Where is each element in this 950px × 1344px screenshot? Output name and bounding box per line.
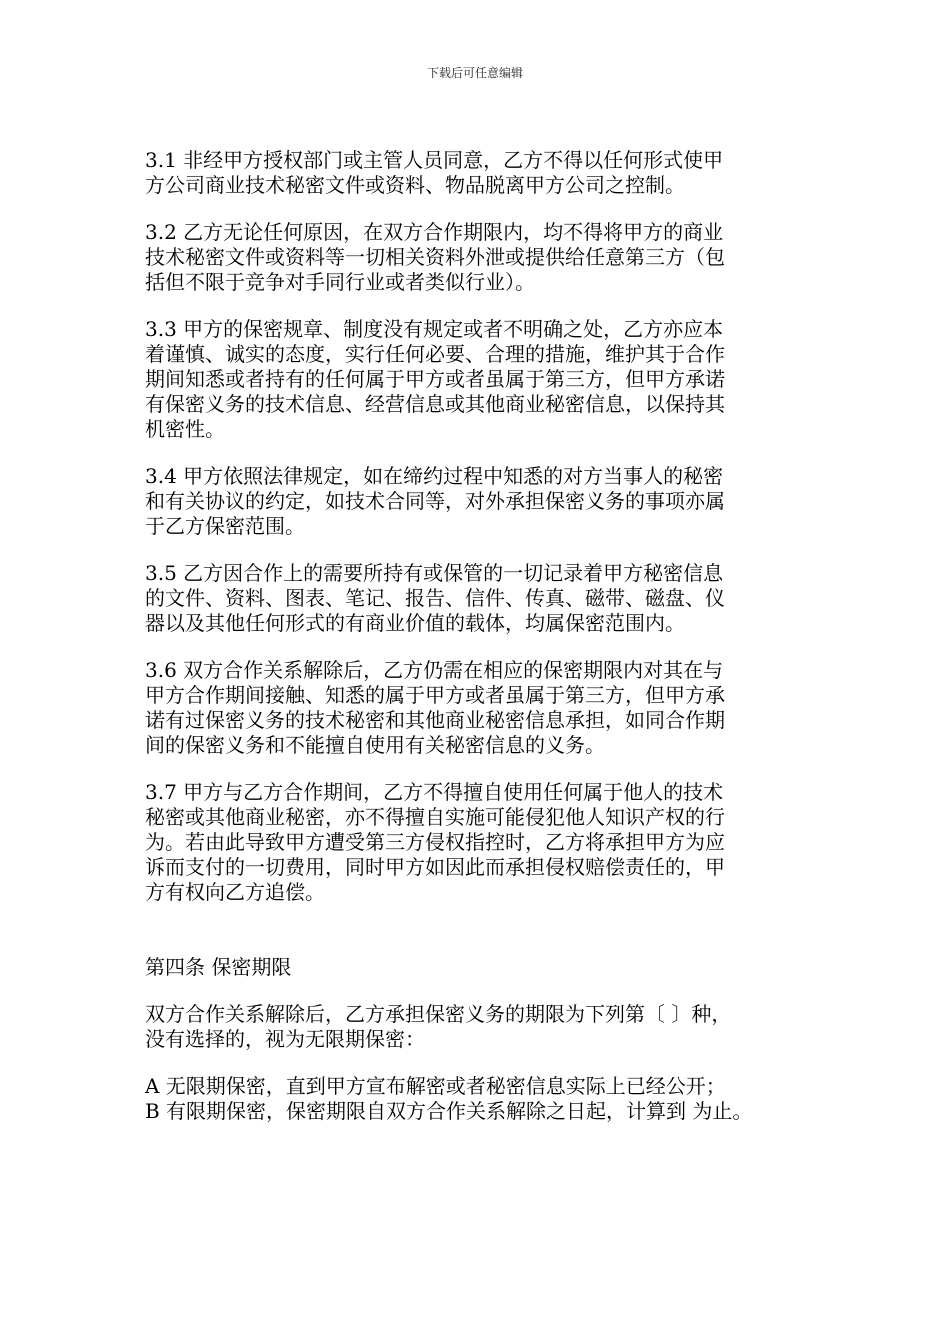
clause-3-6 (145, 658, 815, 758)
clause-line: 甲方合作期间接触、知悉的属于甲方或者虽属于第三方，但甲方承 (145, 683, 725, 707)
option-b: B 有限期保密，保密期限自双方合作关系解除之日起，计算到 为止。 (145, 1099, 753, 1123)
clause-line: 期间知悉或者持有的任何属于甲方或者虽属于第三方，但甲方承诺 (145, 367, 725, 391)
clause-3-4 (145, 464, 815, 539)
clause-line: 方公司商业技术秘密文件或资料、物品脱离甲方公司之控制。 (145, 173, 685, 197)
clause-line: 3.6 双方合作关系解除后，乙方仍需在相应的保密期限内对其在与 (145, 658, 724, 682)
page-header: 下载后可任意编辑 (426, 66, 523, 80)
clause-line: 诺有过保密义务的技术秘密和其他商业秘密信息承担，如同合作期 (145, 708, 725, 732)
option-a: A 无限期保密，直到甲方宣布解密或者秘密信息实际上已经公开； (145, 1074, 726, 1098)
clause-line: 器以及其他任何形式的有商业价值的载体，均属保密范围内。 (145, 611, 685, 635)
clause-line: 双方合作关系解除后，乙方承担保密义务的期限为下列第〔 〕种， (145, 1002, 732, 1026)
clause-line: 方有权向乙方追偿。 (145, 880, 325, 904)
clause-line: 3.5 乙方因合作上的需要所持有或保管的一切记录着甲方秘密信息 (145, 561, 724, 585)
article-4-options (145, 1074, 815, 1124)
clause-line: 3.1 非经甲方授权部门或主管人员同意，乙方不得以任何形式使甲 (145, 148, 724, 172)
clause-line: 秘密或其他商业秘密，亦不得擅自实施可能侵犯他人知识产权的行 (145, 805, 725, 829)
clause-line: 机密性。 (145, 417, 225, 441)
clause-line: 于乙方保密范围。 (145, 514, 305, 538)
article-4-intro (145, 1002, 815, 1052)
clause-3-2 (145, 220, 815, 295)
section-heading: 第四条 保密期限 (145, 955, 292, 979)
clause-line: 3.2 乙方无论任何原因，在双方合作期限内，均不得将甲方的商业 (145, 220, 724, 244)
clause-line: 着谨慎、诚实的态度，实行任何必要、合理的措施，维护其于合作 (145, 342, 725, 366)
clause-line: 有保密义务的技术信息、经营信息或其他商业秘密信息，以保持其 (145, 392, 725, 416)
clause-line: 为。若由此导致甲方遭受第三方侵权指控时，乙方将承担甲方为应 (145, 830, 725, 854)
clause-line: 技术秘密文件或资料等一切相关资料外泄或提供给任意第三方（包 (145, 245, 725, 269)
clause-3-7 (145, 780, 815, 905)
clause-3-3 (145, 317, 815, 442)
clause-line: 3.3 甲方的保密规章、制度没有规定或者不明确之处，乙方亦应本 (145, 317, 724, 341)
article-4-title (145, 955, 815, 980)
clause-line: 和有关协议的约定，如技术合同等，对外承担保密义务的事项亦属 (145, 489, 725, 513)
clause-line: 3.4 甲方依照法律规定，如在缔约过程中知悉的对方当事人的秘密 (145, 464, 724, 488)
clause-line: 没有选择的，视为无限期保密： (145, 1027, 425, 1051)
clause-line: 3.7 甲方与乙方合作期间，乙方不得擅自使用任何属于他人的技术 (145, 780, 724, 804)
document-body (145, 148, 815, 1124)
clause-3-5 (145, 561, 815, 636)
clause-line: 间的保密义务和不能擅自使用有关秘密信息的义务。 (145, 733, 605, 757)
clause-line: 诉而支付的一切费用，同时甲方如因此而承担侵权赔偿责任的，甲 (145, 855, 725, 879)
clause-line: 括但不限于竞争对手同行业或者类似行业）。 (145, 270, 535, 294)
clause-3-1 (145, 148, 815, 198)
clause-line: 的文件、资料、图表、笔记、报告、信件、传真、磁带、磁盘、仪 (145, 586, 725, 610)
